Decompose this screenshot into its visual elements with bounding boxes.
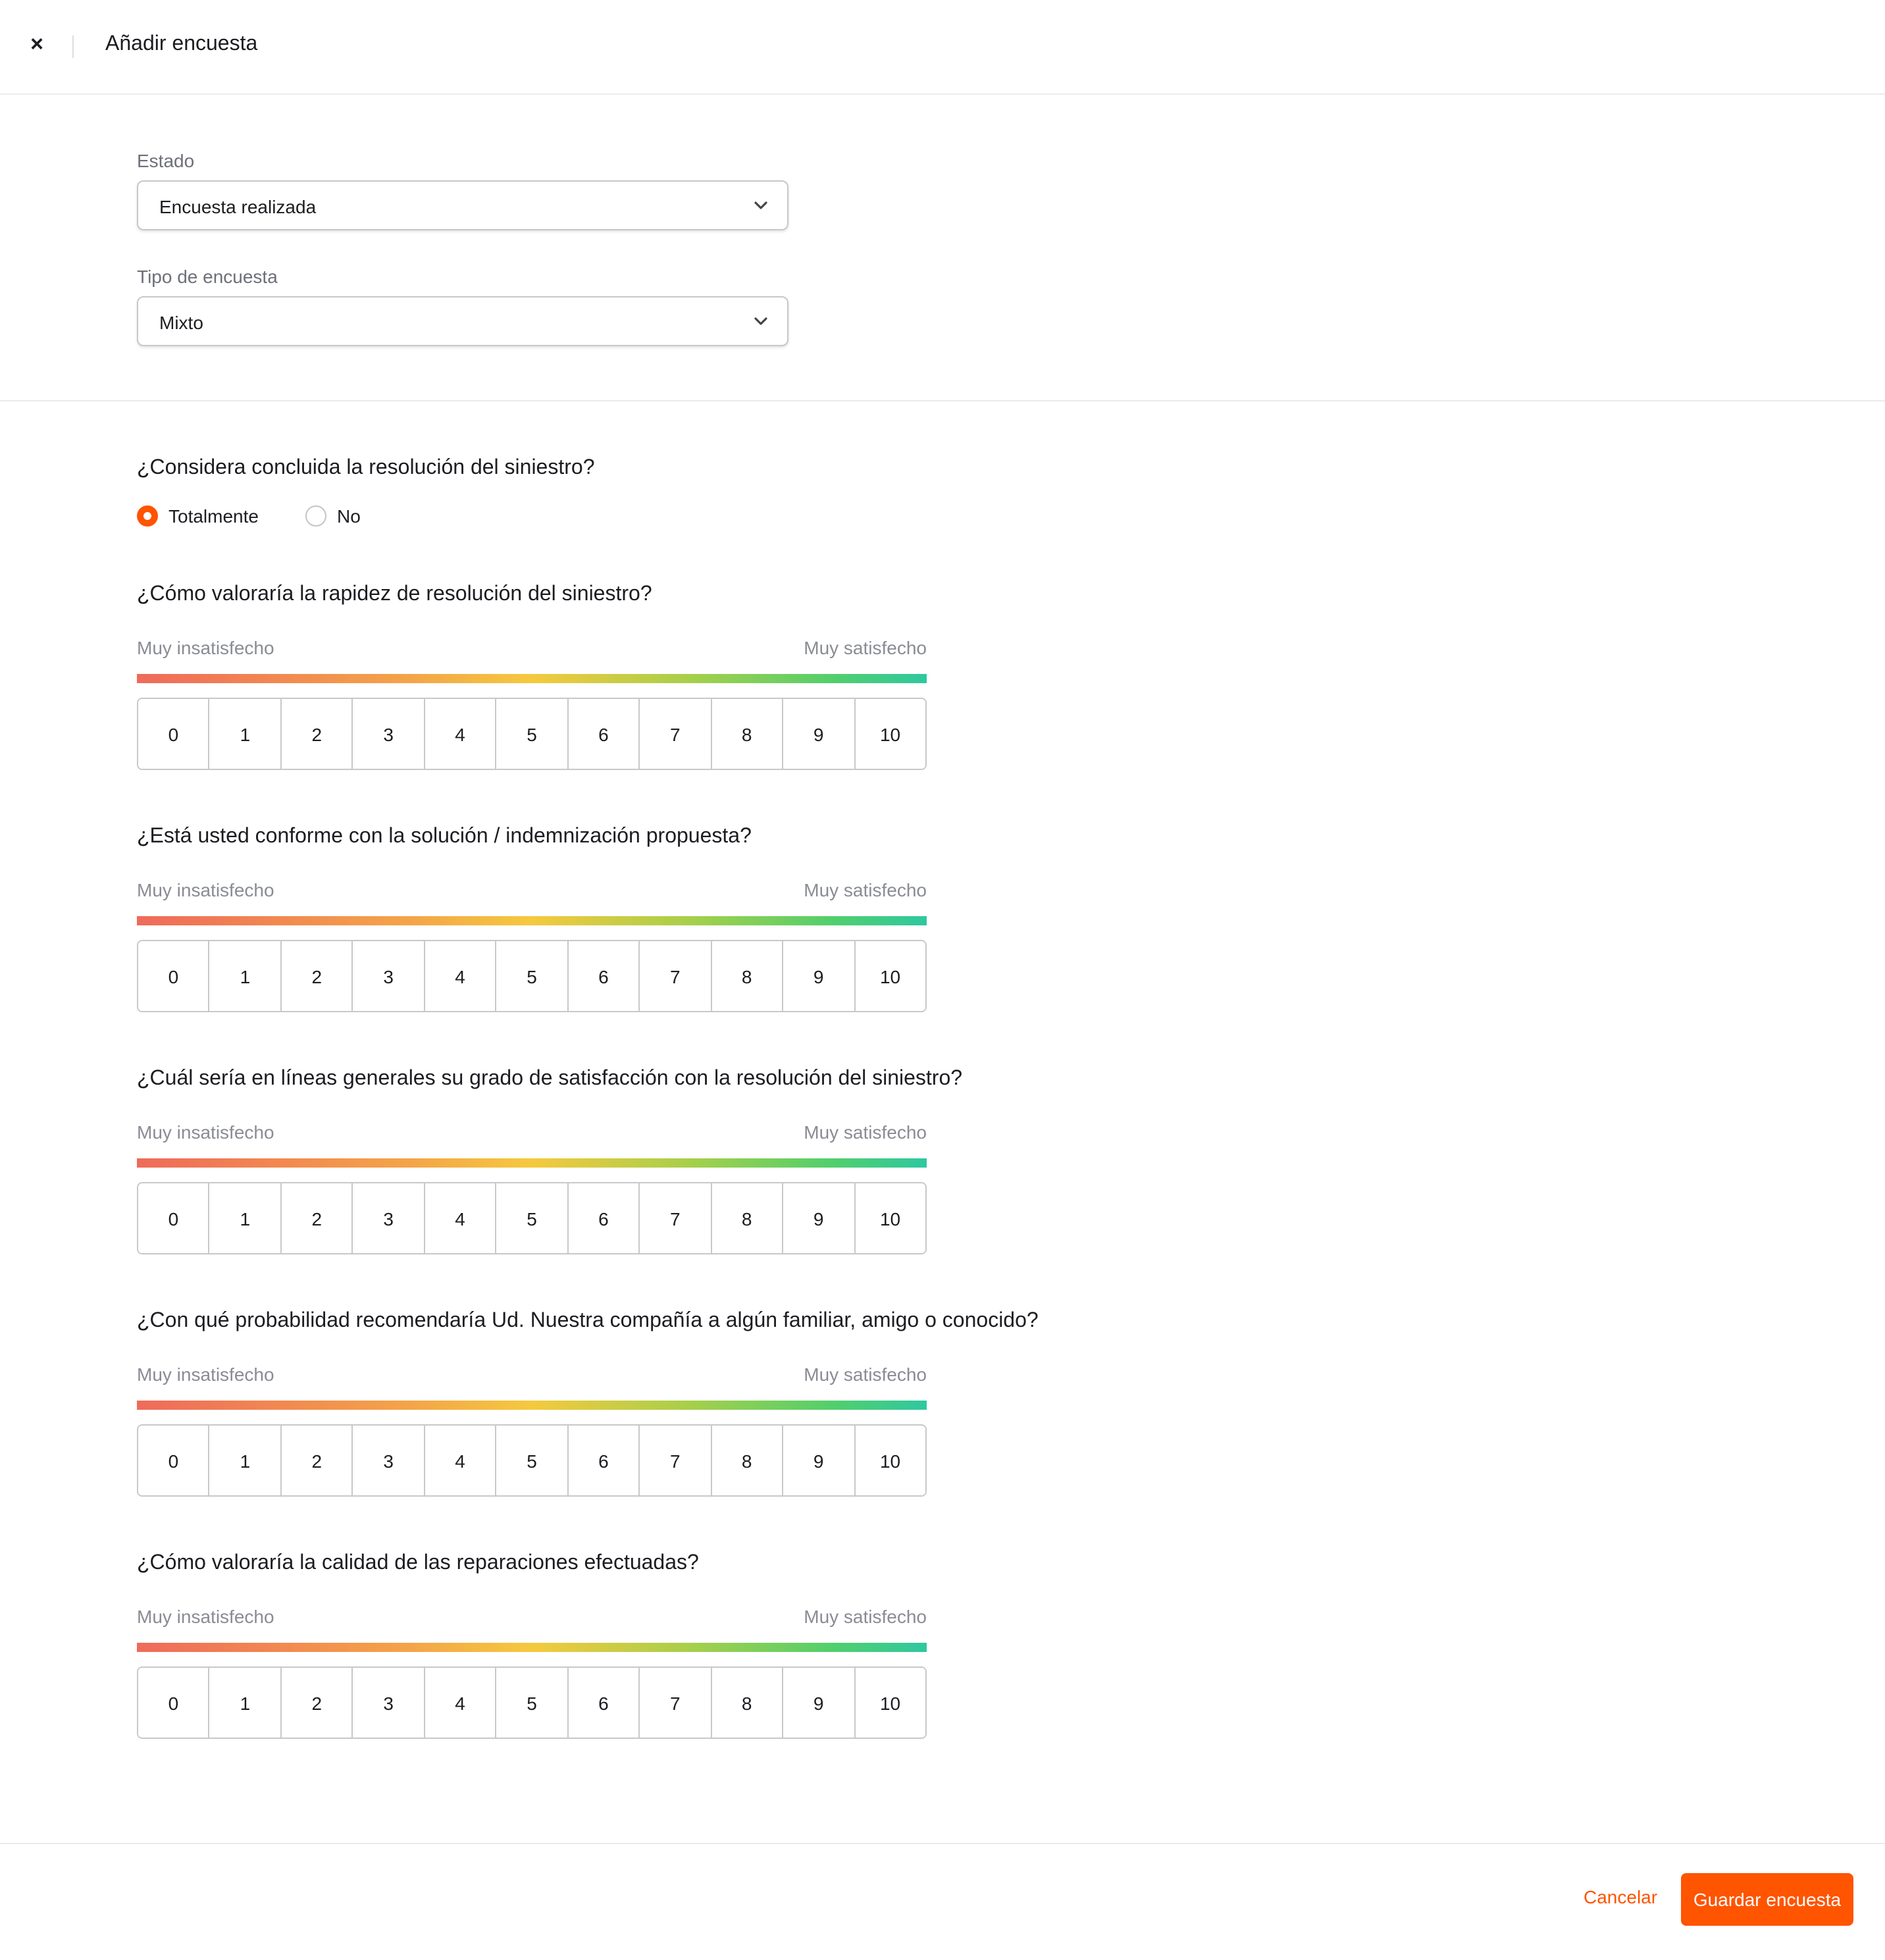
question-title: ¿Está usted conforme con la solución / indemnización propuesta? (137, 825, 752, 848)
scale-option[interactable]: 0 (138, 941, 209, 1011)
scale-option[interactable]: 0 (138, 1426, 209, 1495)
radio-selected-icon (137, 505, 158, 527)
scale-min-label: Muy insatisfecho (137, 637, 274, 658)
scale-option[interactable]: 1 (209, 1183, 280, 1253)
scale-option[interactable]: 6 (567, 699, 638, 769)
scale-option[interactable]: 6 (567, 1183, 638, 1253)
scale-option[interactable]: 8 (710, 699, 782, 769)
scale-option[interactable]: 9 (782, 699, 854, 769)
tipo-select-value: Mixto (159, 312, 203, 333)
scale-option[interactable]: 6 (567, 1426, 638, 1495)
scale-option[interactable]: 8 (710, 1426, 782, 1495)
scale-option[interactable]: 4 (424, 699, 496, 769)
rating-scale (137, 1364, 927, 1506)
scale-min-label: Muy insatisfecho (137, 1364, 274, 1385)
scale-option[interactable]: 10 (854, 1183, 925, 1253)
scale-options (137, 940, 927, 1012)
scale-max-label: Muy satisfecho (804, 1364, 927, 1385)
satisfaction-gradient-bar (137, 1643, 927, 1652)
scale-option[interactable]: 9 (782, 941, 854, 1011)
question-title: ¿Cómo valoraría la calidad de las reparaciones efectuadas? (137, 1552, 699, 1574)
scale-max-label: Muy satisfecho (804, 637, 927, 658)
rating-scale (137, 1606, 927, 1748)
scale-option[interactable]: 9 (782, 1183, 854, 1253)
scale-min-label: Muy insatisfecho (137, 879, 274, 900)
scale-option[interactable]: 10 (854, 941, 925, 1011)
scale-option[interactable]: 5 (496, 941, 567, 1011)
scale-option[interactable]: 2 (280, 699, 352, 769)
satisfaction-gradient-bar (137, 1158, 927, 1168)
scale-option[interactable]: 6 (567, 1668, 638, 1738)
estado-select-value: Encuesta realizada (159, 196, 317, 217)
scale-option[interactable]: 4 (424, 1426, 496, 1495)
radio-no[interactable] (305, 504, 384, 530)
scale-option[interactable]: 8 (710, 1668, 782, 1738)
tipo-label: Tipo de encuesta (137, 266, 278, 287)
question-title: ¿Cómo valoraría la rapidez de resolución del siniestro? (137, 583, 652, 606)
scale-option[interactable]: 4 (424, 1183, 496, 1253)
satisfaction-gradient-bar (137, 1401, 927, 1410)
scale-option[interactable]: 10 (854, 1668, 925, 1738)
scale-option[interactable]: 1 (209, 699, 280, 769)
scale-option[interactable]: 3 (352, 1183, 424, 1253)
radio-label: No (337, 505, 361, 527)
scale-option[interactable]: 7 (638, 1183, 710, 1253)
scale-option[interactable]: 8 (710, 941, 782, 1011)
scale-option[interactable]: 2 (280, 941, 352, 1011)
scale-option[interactable]: 1 (209, 1668, 280, 1738)
scale-option[interactable]: 3 (352, 1668, 424, 1738)
rating-scale (137, 1122, 927, 1264)
scale-option[interactable]: 7 (638, 699, 710, 769)
rating-scale (137, 879, 927, 1021)
scale-option[interactable]: 7 (638, 1668, 710, 1738)
scale-min-label: Muy insatisfecho (137, 1122, 274, 1143)
scale-option[interactable]: 1 (209, 941, 280, 1011)
scale-option[interactable]: 2 (280, 1426, 352, 1495)
scale-option[interactable]: 5 (496, 699, 567, 769)
save-survey-button[interactable]: Guardar encuesta (1681, 1873, 1853, 1926)
dialog-title: Añadir encuesta (105, 33, 258, 55)
header-divider (72, 36, 74, 58)
estado-label: Estado (137, 150, 195, 171)
satisfaction-gradient-bar (137, 674, 927, 683)
scale-option[interactable]: 5 (496, 1426, 567, 1495)
scale-option[interactable]: 4 (424, 941, 496, 1011)
scale-option[interactable]: 5 (496, 1183, 567, 1253)
survey-settings-section (0, 95, 1885, 401)
scale-options (137, 1666, 927, 1739)
scale-option[interactable]: 9 (782, 1426, 854, 1495)
scale-option[interactable]: 10 (854, 699, 925, 769)
scale-option[interactable]: 3 (352, 699, 424, 769)
scale-max-label: Muy satisfecho (804, 879, 927, 900)
tipo-select[interactable] (137, 296, 788, 346)
chevron-down-icon (752, 196, 770, 215)
dialog-header (0, 0, 1885, 95)
cancel-button[interactable]: Cancelar (1584, 1886, 1658, 1907)
scale-option[interactable]: 0 (138, 699, 209, 769)
scale-option[interactable]: 1 (209, 1426, 280, 1495)
satisfaction-gradient-bar (137, 916, 927, 925)
question-title: ¿Con qué probabilidad recomendaría Ud. Nuestra compañía a algún familiar, amigo o conocido? (137, 1310, 1039, 1332)
scale-option[interactable]: 4 (424, 1668, 496, 1738)
scale-option[interactable]: 6 (567, 941, 638, 1011)
scale-option[interactable]: 9 (782, 1668, 854, 1738)
chevron-down-icon (752, 312, 770, 330)
scale-min-label: Muy insatisfecho (137, 1606, 274, 1627)
scale-max-label: Muy satisfecho (804, 1606, 927, 1627)
scale-options (137, 1182, 927, 1254)
scale-option[interactable]: 5 (496, 1668, 567, 1738)
radio-unselected-icon (305, 505, 326, 527)
scale-option[interactable]: 10 (854, 1426, 925, 1495)
question-title: ¿Cuál sería en líneas generales su grado de satisfacción con la resolución del siniestro? (137, 1068, 963, 1090)
scale-option[interactable]: 0 (138, 1668, 209, 1738)
radio-label: Totalmente (168, 505, 259, 527)
scale-option[interactable]: 2 (280, 1183, 352, 1253)
radio-totalmente[interactable] (137, 504, 282, 530)
estado-select[interactable] (137, 180, 788, 230)
scale-option[interactable]: 2 (280, 1668, 352, 1738)
question-title: ¿Considera concluida la resolución del siniestro? (137, 457, 595, 479)
scale-options (137, 698, 927, 770)
scale-options (137, 1424, 927, 1497)
scale-option[interactable]: 8 (710, 1183, 782, 1253)
scale-option[interactable]: 7 (638, 1426, 710, 1495)
dialog-footer (0, 1843, 1885, 1960)
scale-option[interactable]: 7 (638, 941, 710, 1011)
scale-option[interactable]: 0 (138, 1183, 209, 1253)
scale-option[interactable]: 3 (352, 941, 424, 1011)
scale-option[interactable]: 3 (352, 1426, 424, 1495)
scale-max-label: Muy satisfecho (804, 1122, 927, 1143)
rating-scale (137, 637, 927, 779)
close-icon[interactable]: × (30, 32, 43, 57)
